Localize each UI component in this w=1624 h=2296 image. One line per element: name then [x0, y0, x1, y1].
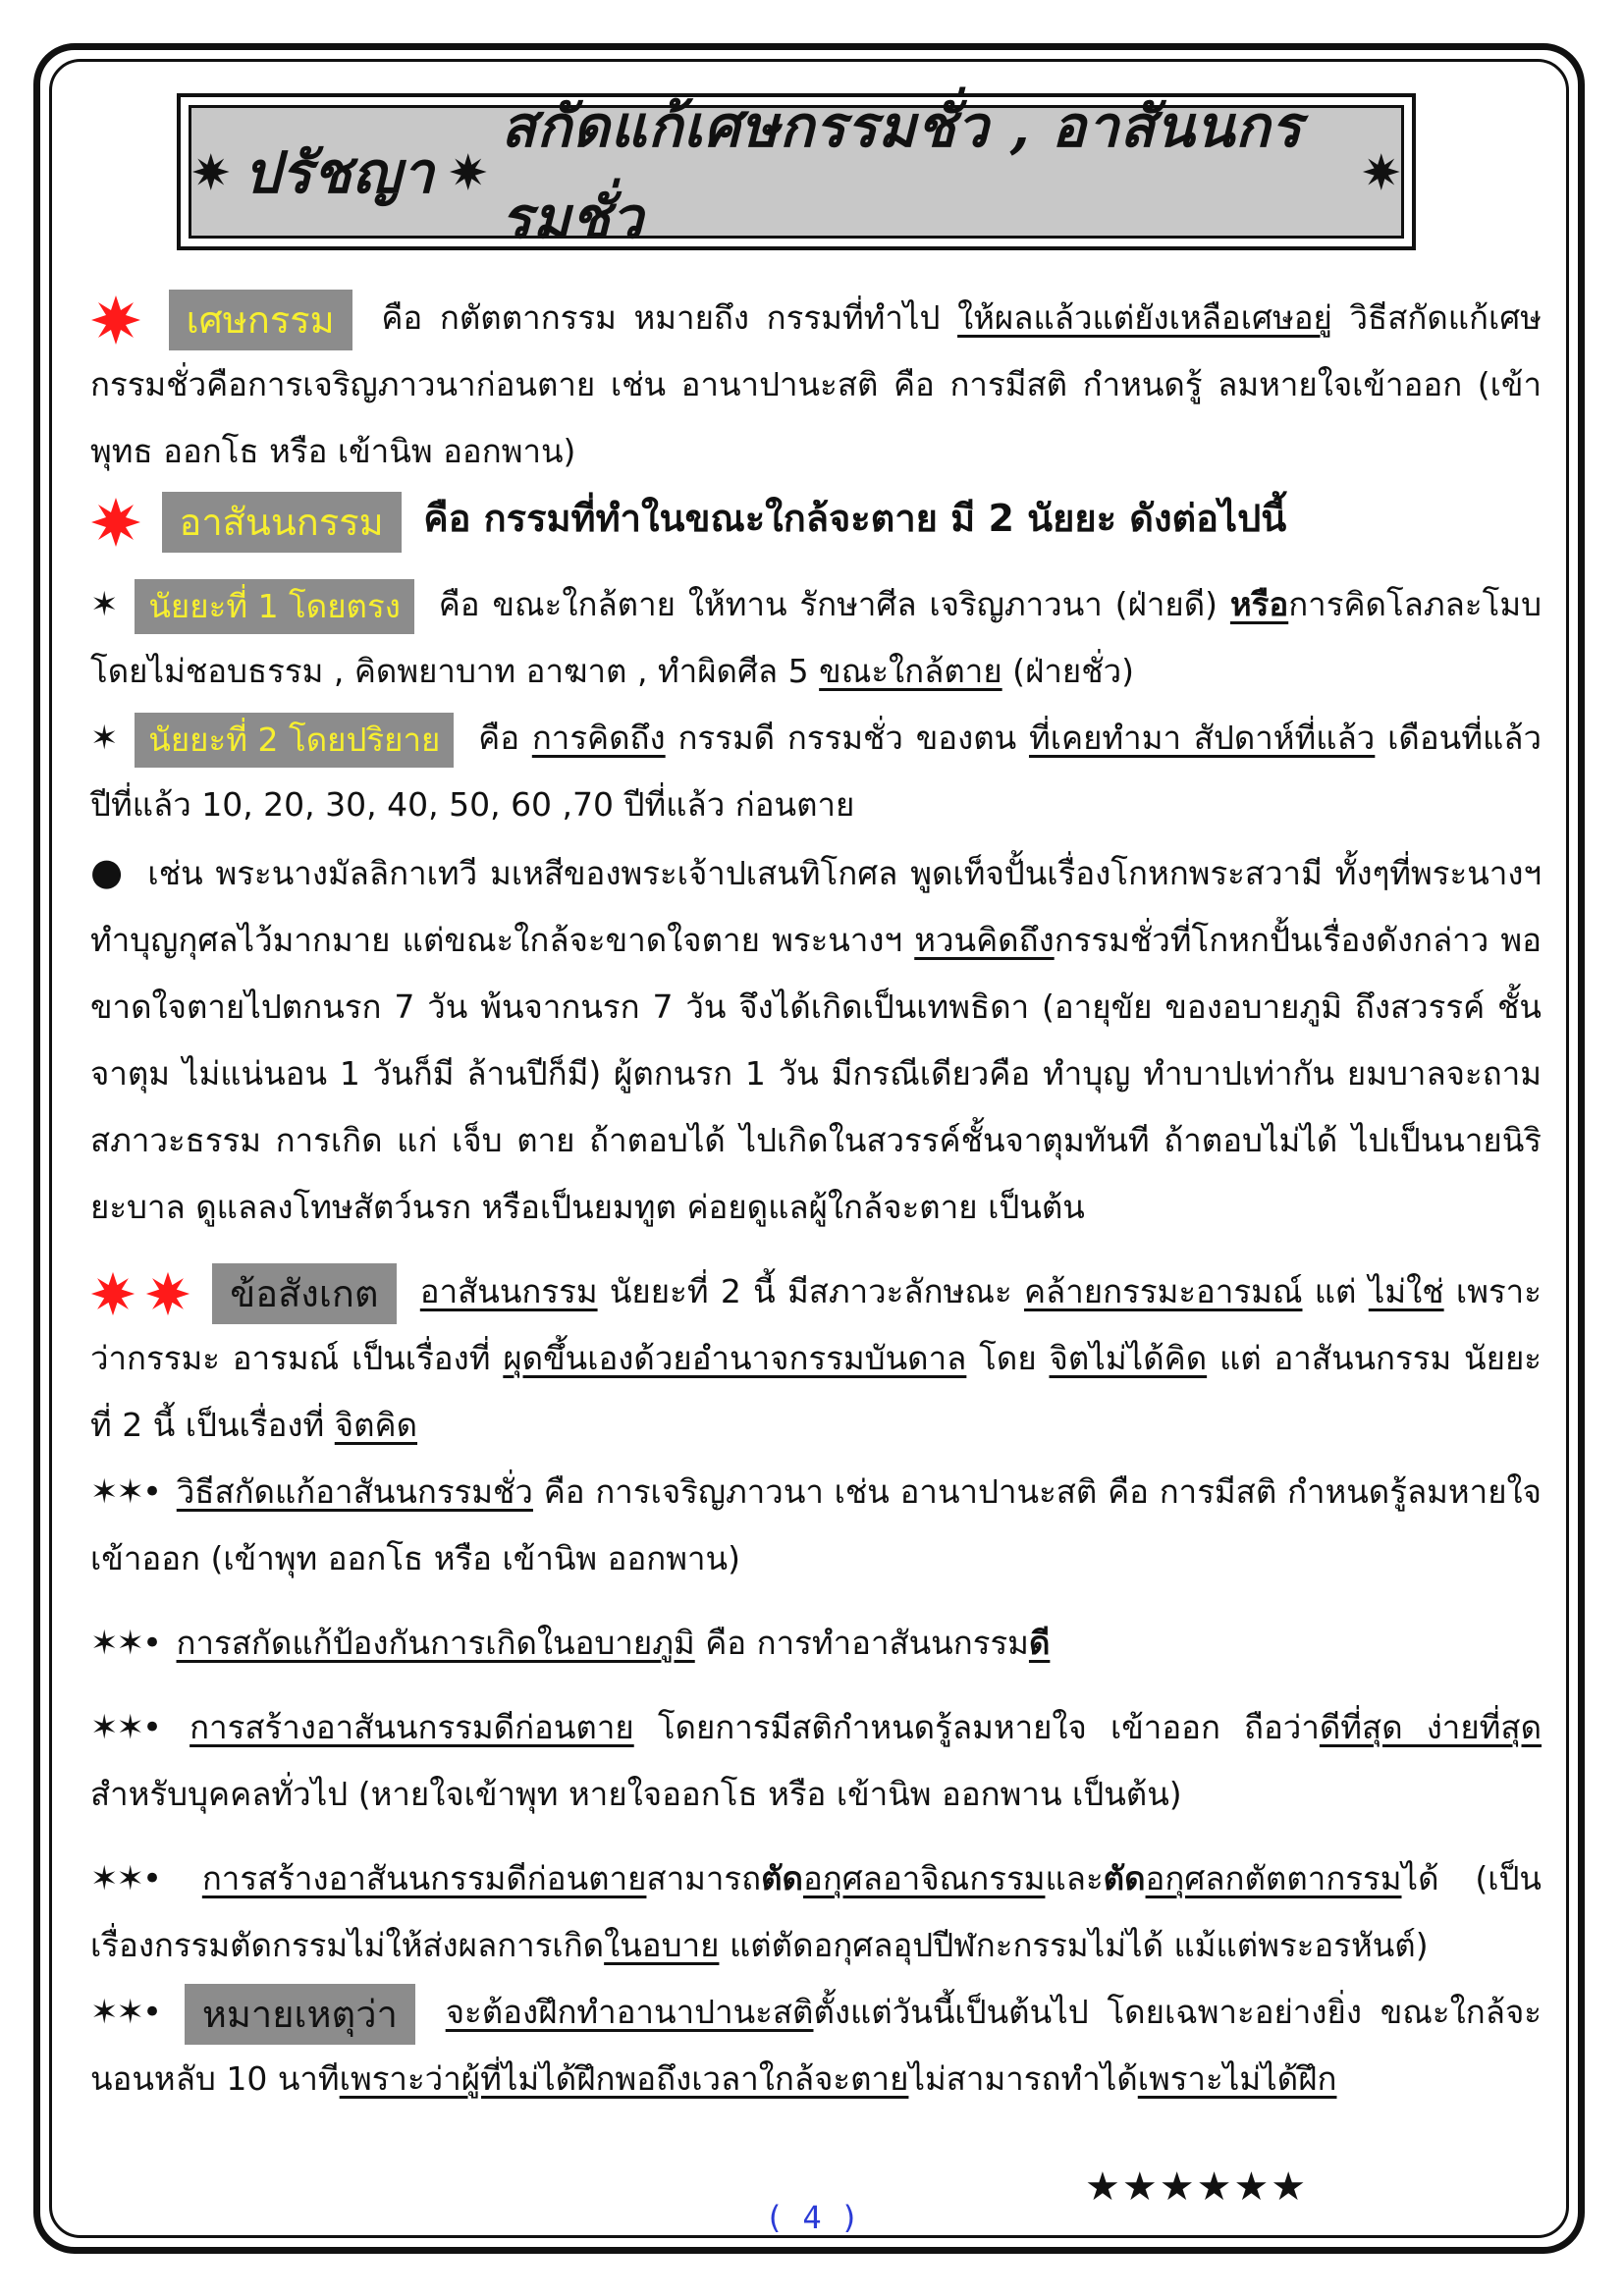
- footer-stars: ★★★★★★: [1085, 2164, 1309, 2210]
- paragraph-prevention: [90, 1610, 1542, 1677]
- label-meaning-2: นัยยะที่ 2 โดยปริยาย: [135, 713, 454, 768]
- label-remnant-karma: เศษกรรม: [169, 290, 352, 350]
- paragraph-asanna-karma: [90, 485, 1542, 554]
- text: โดยการมีสติกำหนดรู้ลมหายใจ เข้าออก ถือว่า: [657, 1708, 1320, 1746]
- star-bullet-icon: ✶✶•: [90, 1708, 161, 1747]
- paragraph-create-good: [90, 1694, 1542, 1828]
- star-bullet-icon: ✶✶•: [90, 1993, 161, 2032]
- text: เช่น พระนางมัลลิกาเทวี มเหสีของพระเจ้าปเสนทิโกศล พูดเท็จปั้นเรื่องโกหกพระสวามี ทั้งๆที่พระนางฯ ทำบุญกุศลไว้มากมาย แต่ขณะใกล้จะขาดใจตาย พระนางฯ: [90, 854, 1542, 959]
- document-body: [90, 285, 1542, 2112]
- underlined-text: การสร้างอาสันนกรรมดีก่อนตาย: [189, 1708, 634, 1746]
- text: สำหรับบุคคลทั่วไป (หายใจเข้าพุท หายใจออกโธ หรือ เข้านิพ ออกพาน เป็นต้น): [90, 1775, 1182, 1813]
- underlined-text: การคิดถึง: [531, 719, 666, 757]
- underlined-text: ในอบาย: [604, 1926, 720, 1964]
- underlined-text: อาสันนกรรม: [419, 1272, 598, 1310]
- bold-text: ตัด: [761, 1859, 803, 1897]
- paragraph-remark: [90, 1979, 1542, 2112]
- text: คือ การทำอาสันนกรรม: [705, 1624, 1029, 1662]
- underlined-text: การสร้างอาสันนกรรมดีก่อนตาย: [201, 1859, 647, 1897]
- text: คือ กตัตตากรรม หมายถึง กรรมที่ทำไป: [381, 298, 941, 337]
- label-asanna-karma: อาสันนกรรม: [162, 492, 402, 553]
- text: การคิดโลภละโมบ โดยไม่ชอบธรรม , คิดพยาบาท อาฆาต , ทำผิดศีล 5: [90, 585, 1543, 690]
- text: สามารถ: [646, 1859, 762, 1897]
- label-observation: ข้อสังเกต: [212, 1263, 396, 1324]
- black-star-icon: [1362, 150, 1401, 193]
- title-banner: [189, 93, 1404, 251]
- paragraph-observation: [90, 1258, 1542, 1459]
- label-meaning-1: นัยยะที่ 1 โดยตรง: [135, 579, 413, 634]
- text: ได้ (เป็นเรื่องกรรมตัดกรรมไม่ให้ส่งผลการเกิด: [90, 1859, 1542, 1964]
- paragraph-example: [90, 838, 1542, 1241]
- bold-text: ตัด: [1103, 1859, 1146, 1897]
- text: และ: [1045, 1859, 1104, 1897]
- underlined-text: จิตไม่ได้คิด: [1049, 1339, 1208, 1377]
- underlined-text: ไม่ใช่: [1368, 1272, 1444, 1310]
- paragraph-cut-karma: [90, 1845, 1542, 1979]
- text: แต่ตัดอกุศลอุปปีฬกะกรรมไม่ได้ แม้แต่พระอรหันต์): [729, 1926, 1429, 1964]
- text: ไม่สามารถทำได้: [908, 2059, 1138, 2098]
- title-word-1: ปรัชญา: [244, 138, 435, 206]
- underlined-text: ดี: [1028, 1624, 1051, 1662]
- text: ตั้งแต่วันนี้เป็นต้นไป โดยเฉพาะอย่างยิ่ง ขณะใกล้จะนอนหลับ 10 นาที: [90, 1993, 1543, 2098]
- underlined-text: คล้ายกรรมะอารมณ์: [1023, 1272, 1303, 1310]
- text: วิธีสกัดแก้เศษกรรมชั่วคือการเจริญภาวนาก่อนตาย เช่น อานาปานะสติ คือ การมีสติ กำหนดรู้ ลมหายใจเข้าออก (เข้าพุทธ ออกโธ หรือ เข้านิพ ออกพาน): [90, 298, 1542, 470]
- underlined-text: ให้ผลแล้วแต่ยังเหลือเศษอยู่: [957, 298, 1332, 337]
- text: คือ: [478, 719, 520, 757]
- underlined-text: จะต้องฝึกทำอานาปานะสติ: [445, 1993, 814, 2031]
- black-star-icon: ✶: [90, 585, 117, 624]
- black-star-icon: [449, 150, 488, 193]
- text: กรรมดี กรรมชั่ว ของตน: [677, 719, 1017, 757]
- underlined-text: เพราะไม่ได้ฝึก: [1137, 2059, 1337, 2098]
- text: แต่: [1314, 1272, 1357, 1310]
- text: เดือนที่แล้ว ปีที่แล้ว 10, 20, 30, 40, 50, 60 ,70 ปีที่แล้ว ก่อนตาย: [90, 719, 1542, 824]
- title-word-2: สกัดแก้เศษกรรมชั่ว , อาสันนกรรมชั่ว: [501, 93, 1303, 251]
- paragraph-meaning-2: [90, 705, 1542, 838]
- text: คือ กรรมที่ทำในขณะใกล้จะตาย มี 2 นัยยะ ดังต่อไปนี้: [423, 497, 1287, 540]
- underlined-text: ที่เคยทำมา สัปดาห์ที่แล้ว: [1028, 719, 1376, 757]
- black-star-icon: ✶: [90, 719, 117, 758]
- label-remark: หมายเหตุว่า: [185, 1984, 415, 2045]
- title-box: [177, 93, 1416, 250]
- text: แต่ อาสันนกรรม นัยยะที่ 2 นี้ เป็นเรื่องที่: [90, 1339, 1542, 1444]
- red-star-icon: [90, 1271, 135, 1316]
- paragraph-method: [90, 1459, 1542, 1592]
- underlined-text: วิธีสกัดแก้อาสันนกรรมชั่ว: [176, 1472, 533, 1511]
- text: คือ การเจริญภาวนา เช่น อานาปานะสติ คือ การมีสติ กำหนดรู้ลมหายใจเข้าออก (เข้าพุท ออกโธ หรือ เข้านิพ ออกพาน): [90, 1472, 1542, 1577]
- paragraph-meaning-1: [90, 571, 1542, 705]
- star-bullet-icon: ✶✶•: [90, 1624, 161, 1663]
- underlined-text: อกุศลกตัตตากรรม: [1145, 1859, 1402, 1897]
- underlined-text: อกุศลอาจิณกรรม: [803, 1859, 1046, 1897]
- text: เพราะว่ากรรมะ อารมณ์ เป็นเรื่องที่: [90, 1272, 1542, 1377]
- black-star-icon: [191, 150, 231, 193]
- underlined-text: หรือ: [1229, 585, 1289, 623]
- star-bullet-icon: ✶✶•: [90, 1472, 161, 1512]
- underlined-text: ผุดขึ้นเองด้วยอำนาจกรรมบันดาล: [503, 1339, 967, 1377]
- underlined-text: เพราะว่าผู้ที่ไม่ได้ฝึกพอถึงเวลาใกล้จะตาย: [339, 2059, 909, 2098]
- text: กรรมชั่วที่โกหกปั้นเรื่องดังกล่าว พอขาดใจตายไปตกนรก 7 วัน พ้นจากนรก 7 วัน จึงได้เกิดเป็นเทพธิดา (อายุขัย ของอบายภูมิ ถึงสวรรค์ ชั้นจาตุม ไม่แน่นอน 1 วันก็มี ล้านปีก็มี) ผู้ตกนรก 1 วัน มีกรณีเดียวคือ ทำบุญ ทำบาปเท่ากัน ยมบาลจะถามสภาวะธรรม การเกิด แก่ เจ็บ ตาย ถ้าตอบได้ ไปเกิดในสวรรค์ชั้นจาตุมทันที ถ้าตอบไม่ได้ ไปเป็นนายนิริยะบาล ดูแลลงโทษสัตว์นรก หรือเป็นยมทูต ค่อยดูแลผู้ใกล้จะตาย เป็นต้น: [90, 921, 1542, 1226]
- paragraph-remnant-karma: [90, 285, 1542, 485]
- text: คือ ขณะใกล้ตาย ให้ทาน รักษาศีล เจริญภาวนา (ฝ่ายดี): [438, 585, 1218, 623]
- red-star-icon: [145, 1271, 190, 1316]
- underlined-text: หวนคิดถึง: [914, 921, 1055, 959]
- bullet-dot-icon: ●: [90, 850, 126, 893]
- red-star-icon: [90, 294, 141, 346]
- underlined-text: จิตคิด: [334, 1406, 418, 1444]
- text: โดย: [979, 1339, 1037, 1377]
- text: (ฝ่ายชั่ว): [1012, 652, 1135, 690]
- underlined-text: ดีที่สุด ง่ายที่สุด: [1319, 1708, 1543, 1746]
- page-number: ( 4 ): [764, 2199, 860, 2236]
- red-star-icon: [90, 497, 141, 548]
- underlined-text: การสกัดแก้ป้องกันการเกิดในอบายภูมิ: [176, 1624, 695, 1662]
- text: นัยยะที่ 2 นี้ มีสภาวะลักษณะ: [609, 1272, 1012, 1310]
- underlined-text: ขณะใกล้ตาย: [819, 652, 1002, 690]
- star-bullet-icon: ✶✶•: [90, 1859, 161, 1898]
